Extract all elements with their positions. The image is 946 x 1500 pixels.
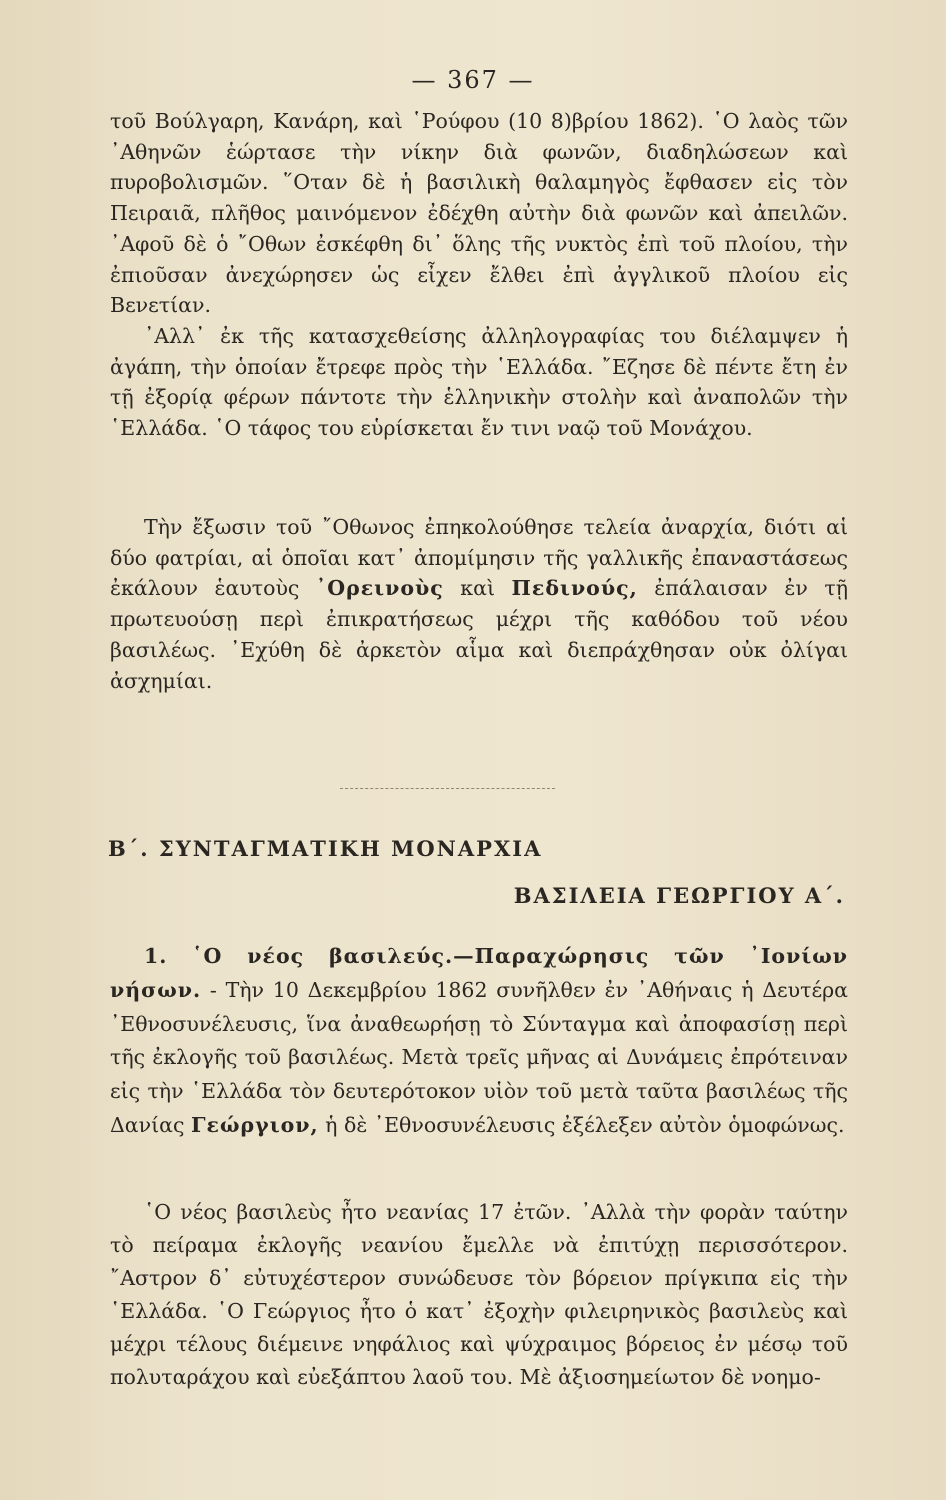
paragraph-anarchy-text-2: καὶ [443,576,512,601]
text-block-new-king [110,940,848,1143]
paragraph-new-king-text-1: - Τὴν 10 Δεκεμβρίου 1862 συνῆλθεν ἐν ᾿Αθήναις ἡ Δευτέρα ᾿Εθνοσυνέλευσις, ἵνα ἀναθεωρήσῃ τὸ Σύνταγμα καὶ ἀποφασίσῃ περὶ τῆς ἐκλογῆς τοῦ βασιλέως. Μετὰ τρεῖς μῆνας αἱ Δυνάμεις ἐπρότειναν εἰς τὴν ῾Ελλάδα τὸν δευτερότοκον υἱὸν τοῦ μετὰ ταῦτα βασιλέως τῆς Δανίας [110,977,848,1137]
chapter-title: Β΄. ΣΥΝΤΑΓΜΑΤΙΚΗ ΜΟΝΑΡΧΙΑ [108,836,543,861]
paragraph-george-character: ῾Ο νέος βασιλεὺς ἦτο νεανίας 17 ἐτῶν. ᾿Αλλὰ τὴν φορὰν ταύτην τὸ πείραμα ἐκλογῆς νεανίου ἔμελλε νὰ ἐπιτύχῃ περισσότερον. ῎Αστρον δ᾿ εὐτυχέστερον συνώδευσε τὸν βόρειον πρίγκιπα εἰς τὴν ῾Ελλάδα. ῾Ο Γεώργιος ἦτο ὁ κατ᾿ ἐξοχὴν φιλειρηνικὸς βασιλεὺς καὶ μέχρι τέλους διέμεινε νηφάλιος καὶ ψύχραιμος βόρειος ἐν μέσῳ τοῦ πολυταράχου καὶ εὐεξάπτου λαοῦ του. Μὲ ἀξιοσημείωτον δὲ νοημο- [110,1200,848,1389]
paragraph-anarchy-text-1: Τὴν ἔξωσιν τοῦ ῎Οθωνος ἐπηκολούθησε τελεία ἀναρχία, διότι αἱ δύο φατρίαι, αἱ ὁποῖαι κατ᾿ ἀπομίμησιν τῆς γαλλικῆς ἐπαναστάσεως ἐκάλουν ἑαυτοὺς [110,515,848,601]
section-divider [340,788,555,789]
page-number: — 367 — [411,66,535,94]
paragraph-anarchy [110,512,848,696]
subsection-heading: 1. ῾Ο νέος βασιλεύς.—Παραχώρησις τῶν ᾿Ιονίων νήσων. [110,944,848,1002]
paragraph-new-king-text-2: ἡ δὲ ᾿Εθνοσυνέλευσις ἐξέλεξεν αὐτὸν ὁμοφώνως. [318,1112,845,1137]
name-georgios: Γεώργιον, [191,1112,319,1137]
text-block-george [110,1196,848,1394]
term-oreinoi: ᾿Ορεινοὺς [315,576,444,601]
paragraph-otto-exile: ᾿Αλλ᾿ ἐκ τῆς κατασχεθείσης ἀλληλογραφίας του διέλαμψεν ἡ ἀγάπη, τὴν ὁποίαν ἔτρεφε πρὸς τὴν ῾Ελλάδα. ῎Εζησε δὲ πέντε ἔτη ἐν τῇ ἐξορίᾳ φέρων πάντοτε τὴν ἑλληνικὴν στολὴν καὶ ἀναπολῶν τὴν ῾Ελλάδα. ῾Ο τάφος του εὑρίσκεται ἔν τινι ναῷ τοῦ Μονάχου. [110,323,848,441]
paragraph-new-king [110,940,848,1143]
section-title: ΒΑΣΙΛΕΙΑ ΓΕΩΡΓΙΟΥ Α΄. [513,883,845,908]
text-block-anarchy [110,512,848,696]
paragraph-anarchy-text-3: ἐπάλαισαν ἐν τῇ πρωτευούσῃ περὶ ἐπικρατήσεως μέχρι τῆς καθόδου τοῦ νέου βασιλέως. ᾿Εχύθη δὲ ἀρκετὸν αἷμα καὶ διεπράχθησαν οὐκ ὀλίγαι ἀσχημίαι. [110,576,848,693]
term-pedinoi: Πεδινούς, [511,576,638,601]
paragraph-otto-departure: τοῦ Βούλγαρη, Κανάρη, καὶ ῾Ρούφου (10 8)βρίου 1862). ῾Ο λαὸς τῶν ᾿Αθηνῶν ἑώρτασε τὴν νίκην διὰ φωνῶν, διαδηλώσεων καὶ πυροβολισμῶν. ῞Οταν δὲ ἡ βασιλικὴ θαλαμηγὸς ἔφθασεν εἰς τὸν Πειραιᾶ, πλῆθος μαινόμενον ἐδέχθη αὐτὴν διὰ φωνῶν καὶ ἀπειλῶν. ᾿Αφοῦ δὲ ὁ ῎Οθων ἐσκέφθη δι᾿ ὅλης τῆς νυκτὸς ἐπὶ τοῦ πλοίου, τὴν ἐπιοῦσαν ἀνεχώρησεν ὡς εἶχεν ἔλθει ἐπὶ ἀγγλικοῦ πλοίου εἰς Βενετίαν. [110,109,848,318]
text-block-otto [110,106,848,444]
